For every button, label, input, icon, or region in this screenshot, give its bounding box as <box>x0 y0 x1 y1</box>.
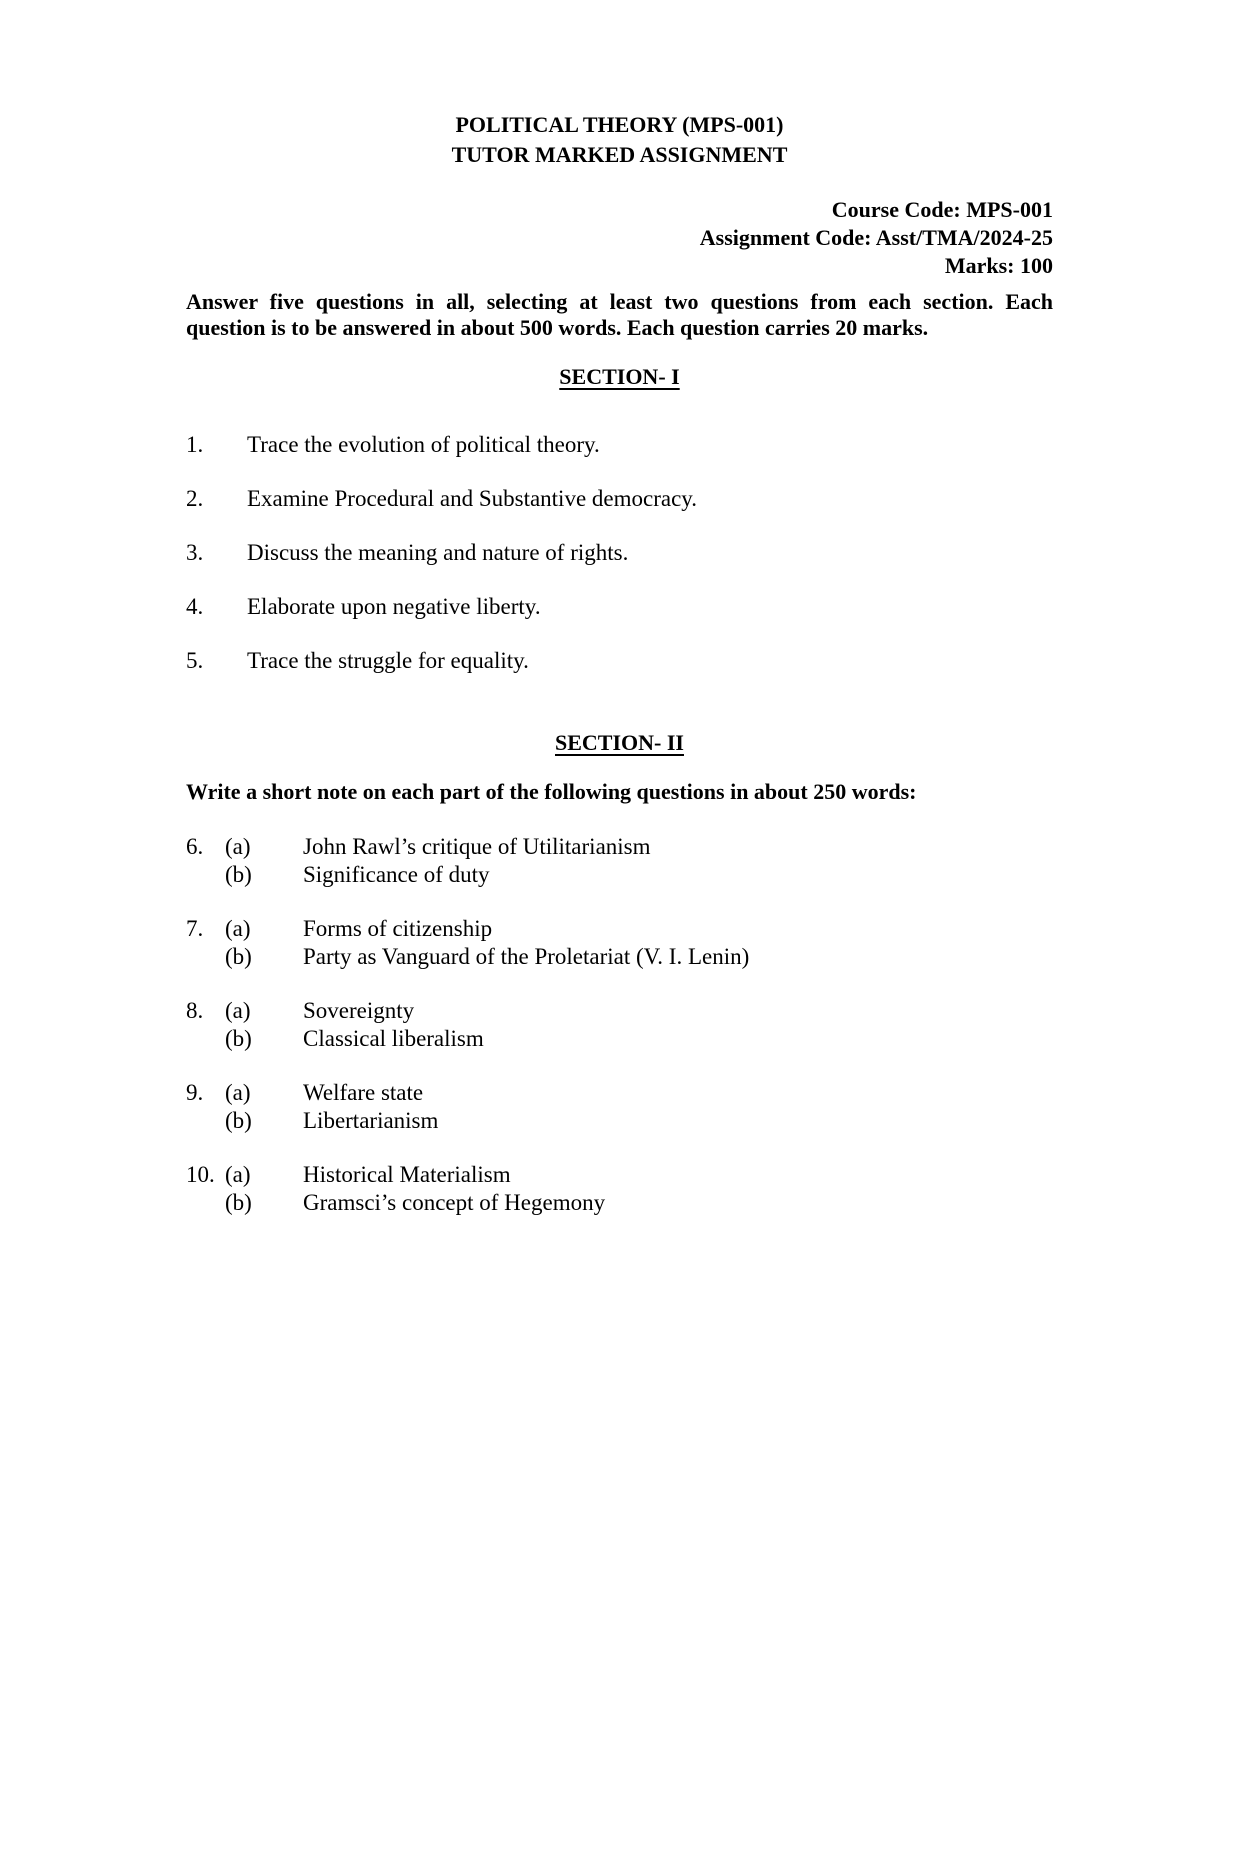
part-label: (a) <box>225 834 251 859</box>
question-number: 3. <box>186 540 204 565</box>
general-instructions: Answer five questions in all, selecting at least two questions from each section. Each question is to be answered in about 500 words. Each question carries 20 marks. <box>186 289 1053 340</box>
part-text: John Rawl’s critique of Utilitarianism <box>303 834 651 859</box>
question-part-a <box>225 997 1053 1025</box>
assignment-document-page <box>0 110 1241 1865</box>
section2-question-8 <box>186 997 1053 1053</box>
section1-question-1 <box>186 431 1053 459</box>
section2-instruction: Write a short note on each part of the following questions in about 250 words: <box>186 779 917 804</box>
part-text: Sovereignty <box>303 998 415 1023</box>
part-text: Libertarianism <box>303 1108 439 1133</box>
section1-heading-text: SECTION- I <box>559 364 680 389</box>
assignment-meta-block <box>186 196 1053 280</box>
question-text: Discuss the meaning and nature of rights. <box>247 540 629 565</box>
part-text: Historical Materialism <box>303 1162 511 1187</box>
question-text: Elaborate upon negative liberty. <box>247 594 541 619</box>
part-label: (a) <box>225 916 251 941</box>
question-part-b <box>225 1189 1053 1217</box>
question-number: 4. <box>186 594 204 619</box>
section2-heading <box>186 729 1053 757</box>
part-text: Welfare state <box>303 1080 424 1105</box>
section1-question-4 <box>186 593 1053 621</box>
question-number: 8. <box>186 998 204 1023</box>
question-part-a <box>225 1079 1053 1107</box>
question-part-b <box>225 1025 1053 1053</box>
section2-question-10 <box>186 1161 1053 1217</box>
question-text: Trace the struggle for equality. <box>247 648 529 673</box>
assignment-code: Assignment Code: Asst/TMA/2024-25 <box>699 225 1053 250</box>
question-number: 5. <box>186 648 204 673</box>
section2-question-9 <box>186 1079 1053 1135</box>
question-part-b <box>225 943 1053 971</box>
question-text: Examine Procedural and Substantive democracy. <box>247 486 698 511</box>
section2-question-7 <box>186 915 1053 971</box>
section2-heading-text: SECTION- II <box>555 730 684 755</box>
section2-question-6 <box>186 833 1053 889</box>
question-text: Trace the evolution of political theory. <box>247 432 600 457</box>
marks-total: Marks: 100 <box>944 253 1053 278</box>
document-title-block <box>186 110 1053 170</box>
question-parts <box>225 1079 1053 1135</box>
part-label: (b) <box>225 1108 252 1133</box>
section1-question-5 <box>186 647 1053 675</box>
document-title-line1: POLITICAL THEORY (MPS-001) <box>455 112 784 137</box>
part-text: Forms of citizenship <box>303 916 493 941</box>
part-label: (b) <box>225 862 252 887</box>
question-number: 1. <box>186 432 204 457</box>
document-title-line2: TUTOR MARKED ASSIGNMENT <box>451 142 788 167</box>
question-number: 2. <box>186 486 204 511</box>
part-label: (a) <box>225 1162 251 1187</box>
question-number: 7. <box>186 916 204 941</box>
question-number: 10. <box>186 1162 215 1187</box>
section2-question-list <box>186 833 1053 1217</box>
part-label: (a) <box>225 998 251 1023</box>
question-part-a <box>225 1161 1053 1189</box>
question-part-a <box>225 915 1053 943</box>
part-label: (b) <box>225 944 252 969</box>
part-text: Party as Vanguard of the Proletariat (V. I. Lenin) <box>303 944 750 969</box>
section1-question-2 <box>186 485 1053 513</box>
part-label: (a) <box>225 1080 251 1105</box>
question-part-a <box>225 833 1053 861</box>
question-number: 6. <box>186 834 204 859</box>
question-parts <box>225 915 1053 971</box>
section1-question-list <box>186 431 1053 675</box>
question-parts <box>225 997 1053 1053</box>
part-label: (b) <box>225 1026 252 1051</box>
question-part-b <box>225 861 1053 889</box>
question-number: 9. <box>186 1080 204 1105</box>
question-parts <box>225 1161 1053 1217</box>
question-part-b <box>225 1107 1053 1135</box>
section1-heading <box>186 363 1053 391</box>
part-text: Significance of duty <box>303 862 490 887</box>
part-label: (b) <box>225 1190 252 1215</box>
section1-question-3 <box>186 539 1053 567</box>
part-text: Gramsci’s concept of Hegemony <box>303 1190 606 1215</box>
part-text: Classical liberalism <box>303 1026 484 1051</box>
course-code: Course Code: MPS-001 <box>831 197 1053 222</box>
question-parts <box>225 833 1053 889</box>
